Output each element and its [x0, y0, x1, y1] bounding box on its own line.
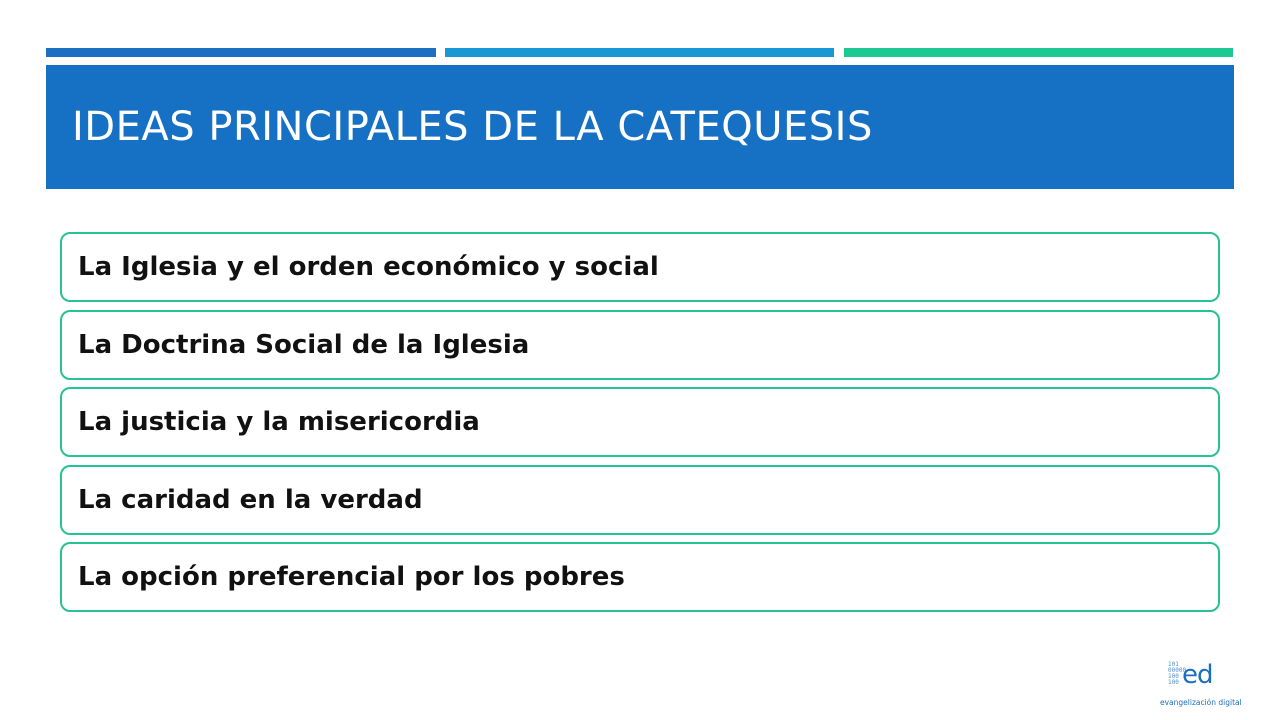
title-band: [46, 65, 1234, 189]
idea-item-text: La justicia y la misericordia: [78, 407, 480, 437]
idea-item: [60, 465, 1220, 535]
idea-item-text: La Doctrina Social de la Iglesia: [78, 329, 530, 360]
logo-digits: 101 00000 100 100: [1168, 661, 1187, 686]
idea-item-text: La Iglesia y el orden económico y social: [78, 252, 659, 282]
idea-item-text: La opción preferencial por los pobres: [78, 562, 625, 592]
accent-bar-blue: [46, 48, 436, 57]
accent-bar-lightblue: [445, 48, 834, 57]
idea-list: [60, 232, 1220, 620]
idea-item: [60, 387, 1220, 457]
accent-bar-green: [844, 48, 1233, 57]
idea-item: [60, 542, 1220, 612]
ed-logo: [1160, 660, 1240, 710]
idea-item-text: La caridad en la verdad: [78, 484, 423, 515]
logo-tagline: evangelización digital: [1160, 698, 1242, 707]
logo-mark: ed: [1182, 660, 1213, 690]
idea-item: [60, 232, 1220, 302]
slide-title: IDEAS PRINCIPALES DE LA CATEQUESIS: [72, 104, 873, 150]
idea-item: [60, 310, 1220, 380]
